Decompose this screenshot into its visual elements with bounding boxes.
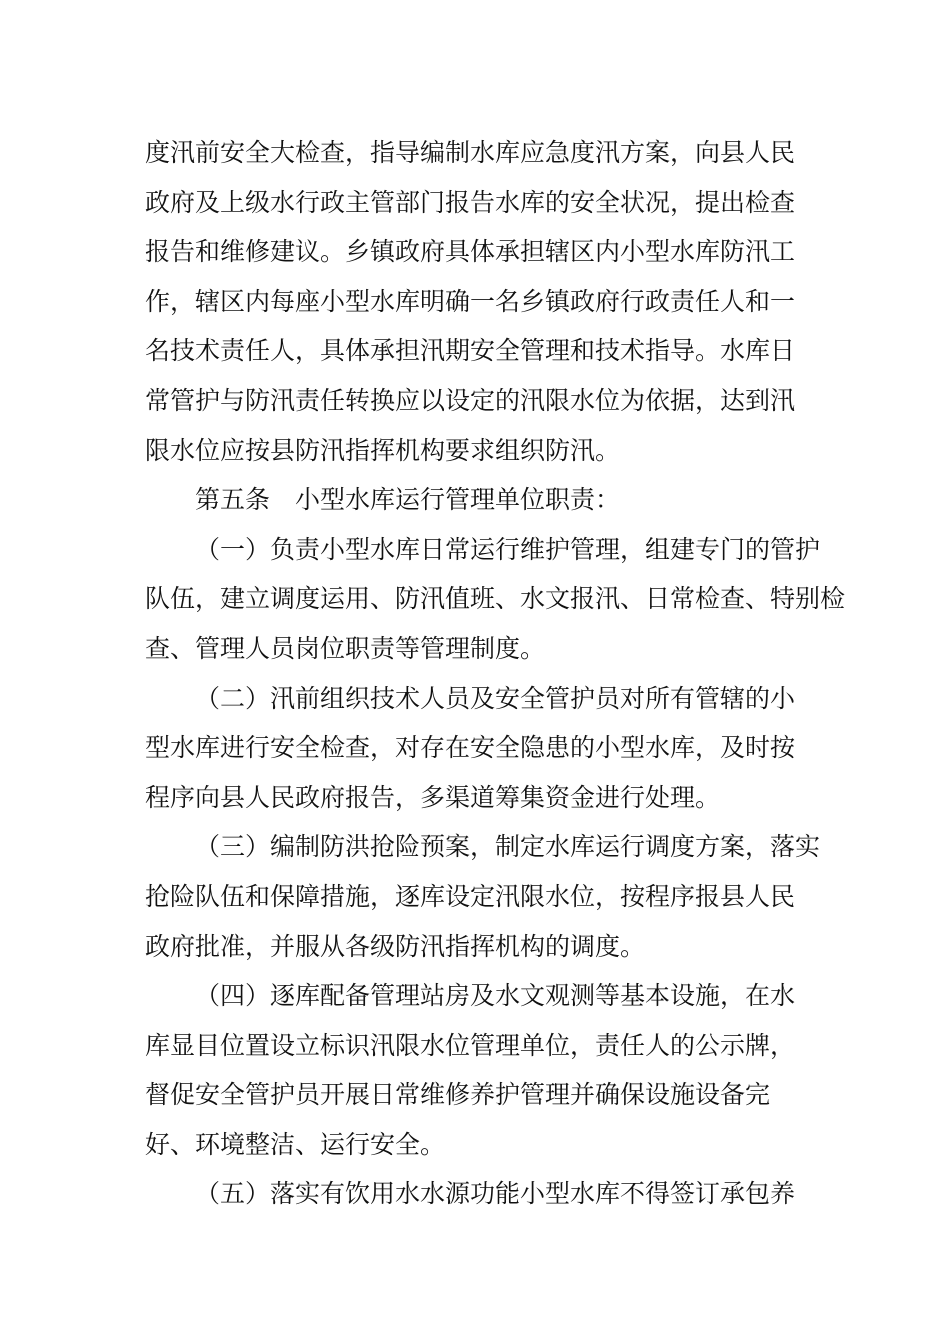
text-line: 库显目位置设立标识汛限水位管理单位，责任人的公示牌，	[145, 1030, 796, 1060]
text-line: 督促安全管护员开展日常维修养护管理并确保设施设备完	[145, 1080, 771, 1110]
text-line: （五）落实有饮用水水源功能小型水库不得签订承包养	[195, 1179, 796, 1209]
text-line: 政府批准，并服从各级防汛指挥机构的调度。	[145, 931, 646, 961]
text-line: 政府及上级水行政主管部门报告水库的安全状况，提出检查	[145, 187, 796, 217]
text-line: 度汛前安全大检查，指导编制水库应急度汛方案，向县人民	[145, 138, 796, 167]
text-line: 抢险队伍和保障措施，逐库设定汛限水位，按程序报县人民	[145, 881, 796, 911]
paragraph	[145, 525, 846, 674]
article-heading	[145, 475, 815, 525]
text-line: （三）编制防洪抢险预案，制定水库运行调度方案，落实	[195, 832, 821, 862]
text-line: 好、环境整洁、运行安全。	[145, 1129, 446, 1159]
paragraph	[145, 128, 815, 475]
text-line: （二）汛前组织技术人员及安全管护员对所有管辖的小	[195, 683, 796, 713]
text-line: 第五条 小型水库运行管理单位职责：	[195, 485, 621, 515]
text-line: （四）逐库配备管理站房及水文观测等基本设施，在水	[195, 981, 796, 1011]
paragraph	[145, 1169, 815, 1219]
body-text	[145, 128, 846, 1219]
text-line: 报告和维修建议。乡镇政府具体承担辖区内小型水库防汛工	[145, 237, 796, 267]
text-line: 程序向县人民政府报告，多渠道筹集资金进行处理。	[145, 782, 721, 812]
text-line: （一）负责小型水库日常运行维护管理，组建专门的管护	[195, 534, 821, 564]
text-line: 常管护与防汛责任转换应以设定的汛限水位为依据，达到汛	[145, 385, 796, 415]
paragraph	[145, 822, 821, 971]
text-line: 名技术责任人，具体承担汛期安全管理和技术指导。水库日	[145, 336, 796, 366]
paragraph	[145, 674, 815, 823]
text-line: 作，辖区内每座小型水库明确一名乡镇政府行政责任人和一	[145, 286, 796, 316]
text-line: 队伍，建立调度运用、防汛值班、水文报汛、日常检查、特别检	[145, 584, 846, 614]
paragraph	[145, 971, 815, 1169]
text-line: 限水位应按县防汛指挥机构要求组织防汛。	[145, 435, 621, 465]
text-line: 查、管理人员岗位职责等管理制度。	[145, 633, 546, 663]
text-line: 型水库进行安全检查，对存在安全隐患的小型水库，及时按	[145, 733, 796, 763]
